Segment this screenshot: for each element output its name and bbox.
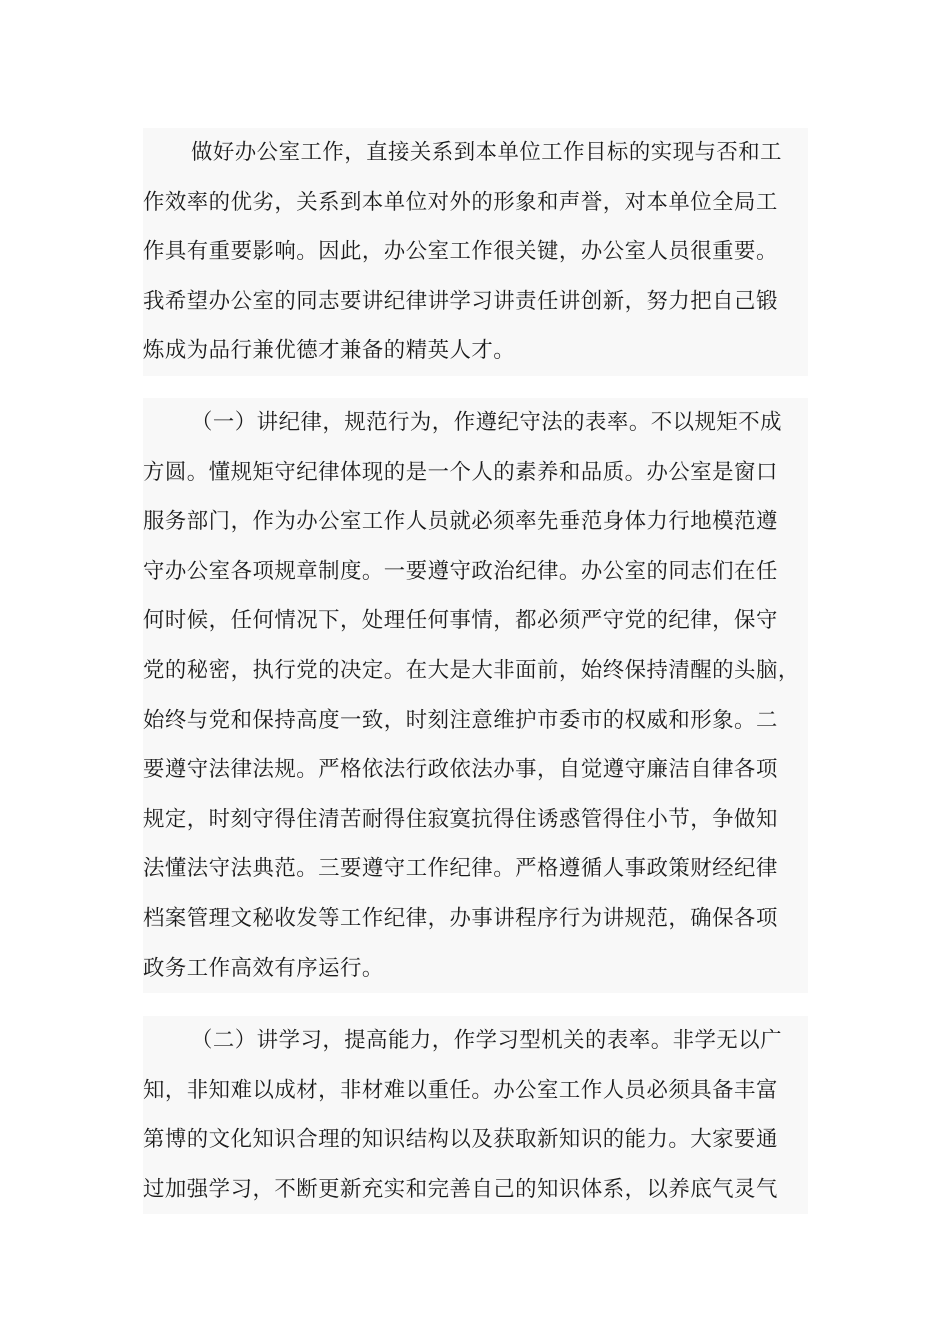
paragraph-learning (143, 1016, 808, 1214)
text-line: 服务部门，作为办公室工作人员就必须率先垂范身体力行地模范遵 (143, 509, 778, 535)
text-line: 何时候，任何情况下，处理任何事情，都必须严守党的纪律，保守 (143, 608, 778, 634)
text-line: 方圆。懂规矩守纪律体现的是一个人的素养和品质。办公室是窗口 (143, 459, 778, 485)
text-line: 知，非知难以成材，非材难以重任。办公室工作人员必须具备丰富 (143, 1077, 778, 1103)
text-line: 始终与党和保持高度一致，时刻注意维护市委市的权威和形象。二 (143, 707, 778, 733)
text-line: （二）讲学习，提高能力，作学习型机关的表率。非学无以广 (191, 1028, 783, 1053)
text-line: （一）讲纪律，规范行为，作遵纪守法的表率。不以规矩不成 (191, 410, 783, 435)
text-line: 要遵守法律法规。严格依法行政依法办事，自觉遵守廉洁自律各项 (143, 757, 778, 783)
text-line: 作效率的优劣，关系到本单位对外的形象和声誉，对本单位全局工 (143, 189, 778, 215)
text-line: 守办公室各项规章制度。一要遵守政治纪律。办公室的同志们在任 (143, 558, 778, 584)
text-line: 第博的文化知识合理的知识结构以及获取新知识的能力。大家要通 (143, 1127, 778, 1153)
paragraph-discipline (143, 398, 808, 993)
text-line: 炼成为品行兼优德才兼备的精英人才。 (143, 338, 516, 364)
text-line: 过加强学习，不断更新充实和完善自己的知识体系，以养底气灵气 (143, 1176, 778, 1202)
text-line: 党的秘密，执行党的决定。在大是大非面前，始终保持清醒的头脑， (143, 657, 800, 683)
text-line: 我希望办公室的同志要讲纪律讲学习讲责任讲创新，努力把自己锻 (143, 288, 778, 314)
text-line: 规定，时刻守得住清苦耐得住寂寞抗得住诱惑管得住小节，争做知 (143, 806, 778, 832)
text-line: 法懂法守法典范。三要遵守工作纪律。严格遵循人事政策财经纪律 (143, 856, 778, 882)
paragraph-intro (143, 128, 808, 376)
text-line: 做好办公室工作，直接关系到本单位工作目标的实现与否和工 (191, 140, 783, 165)
text-line: 作具有重要影响。因此，办公室工作很关键，办公室人员很重要。 (143, 239, 778, 265)
text-line: 档案管理文秘收发等工作纪律，办事讲程序行为讲规范，确保各项 (143, 905, 778, 931)
text-line: 政务工作高效有序运行。 (143, 955, 384, 981)
